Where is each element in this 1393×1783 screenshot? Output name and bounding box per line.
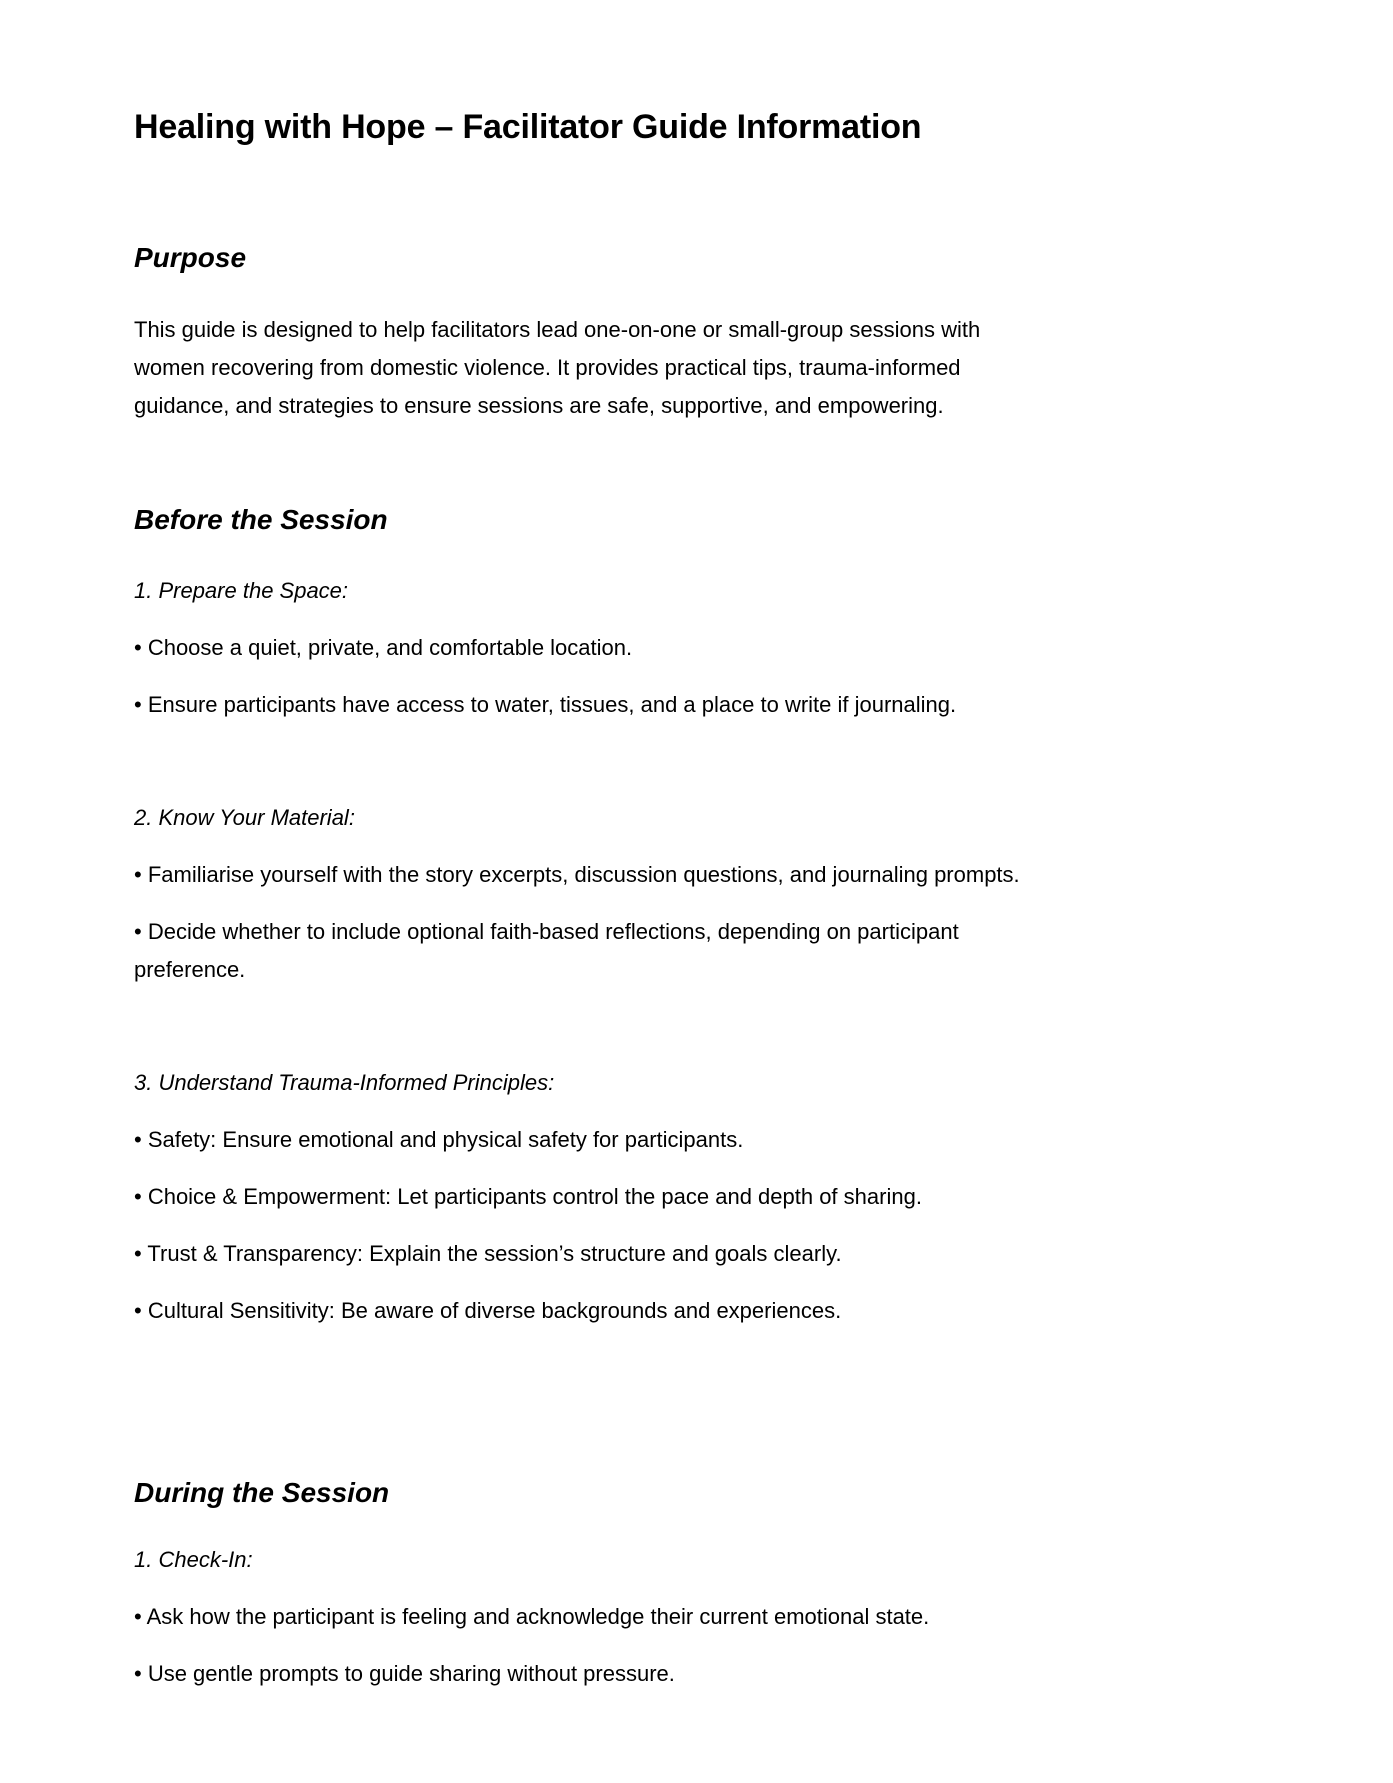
- bullet-item: • Choice & Empowerment: Let participants control the pace and depth of sharing.: [134, 1184, 922, 1209]
- bullet-item: • Use gentle prompts to guide sharing without pressure.: [134, 1661, 675, 1686]
- subheading-check-in: 1. Check-In:: [134, 1547, 253, 1572]
- bullet-item: • Cultural Sensitivity: Be aware of diverse backgrounds and experiences.: [134, 1298, 842, 1323]
- section-heading-purpose: Purpose: [134, 242, 247, 273]
- subheading-know-your-material: 2. Know Your Material:: [134, 805, 355, 830]
- bullet-item: • Decide whether to include optional faith-based reflections, depending on participant: [134, 919, 959, 944]
- subheading-understand-trauma-informed-principles: 3. Understand Trauma-Informed Principles:: [134, 1070, 555, 1095]
- document-title: Healing with Hope – Facilitator Guide Information: [134, 108, 922, 146]
- bullet-item: • Ensure participants have access to water, tissues, and a place to write if journaling.: [134, 692, 957, 717]
- bullet-item: • Ask how the participant is feeling and acknowledge their current emotional state.: [134, 1604, 930, 1629]
- purpose-paragraph-line: This guide is designed to help facilitators lead one-on-one or small-group sessions with: [134, 317, 981, 342]
- bullet-item: • Familiarise yourself with the story excerpts, discussion questions, and journaling prompts.: [134, 862, 1020, 887]
- purpose-paragraph-line: women recovering from domestic violence. It provides practical tips, trauma-informed: [134, 355, 961, 380]
- bullet-item-continuation: preference.: [134, 957, 246, 982]
- bullet-item: • Trust & Transparency: Explain the session’s structure and goals clearly.: [134, 1241, 842, 1266]
- bullet-item: • Choose a quiet, private, and comfortable location.: [134, 635, 633, 660]
- bullet-item: • Safety: Ensure emotional and physical safety for participants.: [134, 1127, 744, 1152]
- subheading-prepare-the-space: 1. Prepare the Space:: [134, 578, 349, 603]
- purpose-paragraph-line: guidance, and strategies to ensure sessions are safe, supportive, and empowering.: [134, 393, 944, 418]
- section-heading-before-session: Before the Session: [134, 504, 388, 535]
- section-heading-during-session: During the Session: [134, 1477, 390, 1508]
